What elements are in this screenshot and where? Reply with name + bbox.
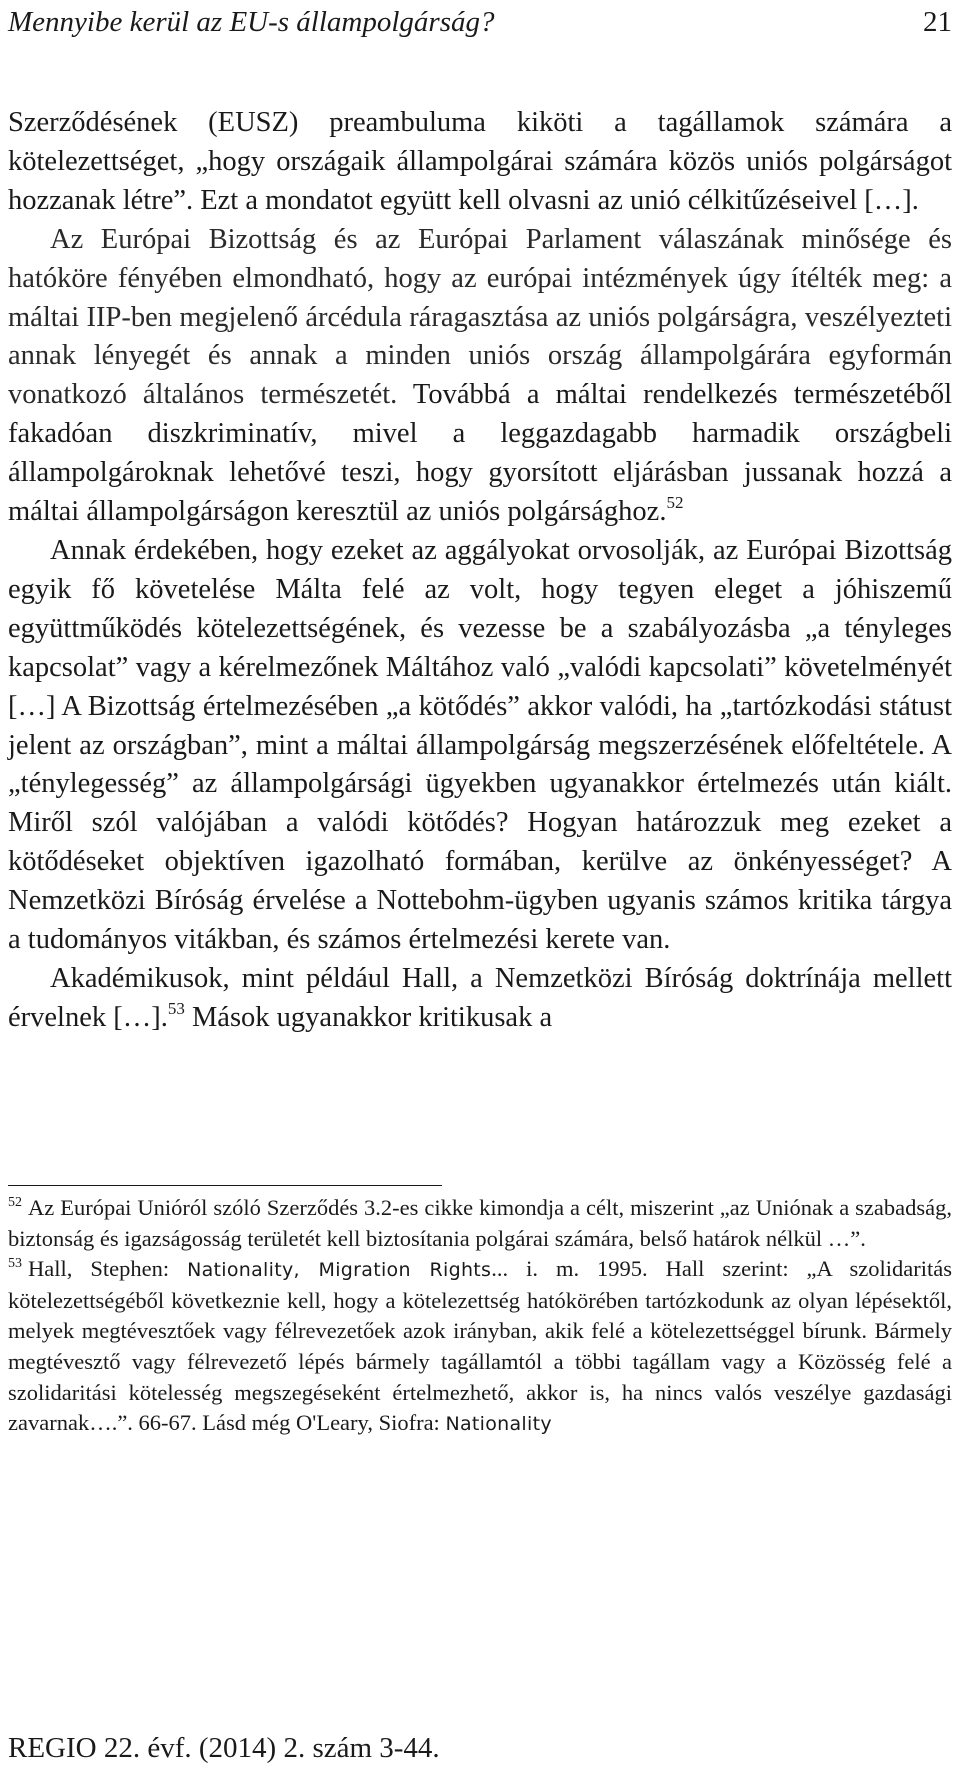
paragraph [8,532,952,960]
paragraph-text: Mások ugyanakkor kritikusak a [184,1001,553,1033]
footnote-53 [8,1254,952,1440]
footnote-ref-52[interactable]: 52 [666,493,684,513]
paragraph [8,960,952,1038]
paragraph-quote [8,221,952,532]
paragraph-continuation [8,104,952,221]
footnote-number: 52 [8,1195,22,1210]
footnotes [8,1193,952,1440]
cited-title: Nationality [445,1413,552,1436]
paragraph-text: Szerződésének (EUSZ) preambuluma kiköti a tagállamok számára a kötelezettséget, „hogy országaik állampolgárai számára közös uniós polgárságot hozzanak létre”. Ezt a mondatot együtt kell olvasni az unió célkitűzéseivel […]. [8,107,952,216]
running-header [8,0,952,44]
paragraph-text: Akadémikusok, mint például Hall, a Nemzetközi Bíróság doktrínája mellett érvelnek […]. [8,962,952,1033]
footnote-text: Az Európai Unióról szóló Szerződés 3.2-es cikke kimondja a célt, miszerint „az Uniónak a szabadság, biztonság és igazságosság területét kell biztosítania polgárai számára, belső határok nélkül …”. [8,1195,952,1251]
footnote-text: Hall, Stephen: [28,1256,188,1282]
footnote-52 [8,1193,952,1254]
footnote-text: ... i. m. 1995. Hall szerint: „A szolidaritás kötelezettségéből következnie kell, hogy a kötelezettség hatókörében tartózkodunk az olyan lépésektől, melyek megtévesztőek vagy félrevezetőek azok irányban, akik felé a kötelezettséggel bírunk. Bármely megtévesztő vagy félrevezető lépés bármely tagállamtól a többi tagállam vagy a Közösség felé a szolidaritási kötelesség megszegéseként értelmezhető, akkor is, ha nincs valós veszélye gazdasági zavarnak….”. 66-67. Lásd még O'Leary, Siofra: [8,1256,953,1436]
body-text [8,104,952,1038]
footnote-separator [8,1185,442,1186]
quoted-passage: Az Európai Bizottság és az Európai Parlament válaszának minősége és hatóköre fényében elmondható, hogy az európai intézmények úgy ítélték meg: a máltai IIP-ben megjelenő árcédula ráragasztása az uniós polgárságra, veszélyezteti annak lényegét és annak a minden uniós ország állampolgárára egyformán vonatkozó általános természetét. [8,223,952,411]
paragraph-text: Annak érdekében, hogy ezeket az aggályokat orvosolják, az Európai Bizottság egyik fő követelése Málta felé az volt, hogy tegyen eleget a jóhiszemű együttműködés kötelezettségének, és vezesse be a szabályozásba „a tényleges kapcsolat” vagy a kérelmezőnek Máltához való „valódi kapcsolati” követelményét […] A Bizottság értelmezésében „a kötődés” akkor valódi, ha „tartózkodási státust jelent az országban”, mint a máltai állampolgárság megszerzésének előfeltétele. A „ténylegesség” az állampolgársági ügyekben ugyanakkor értelmezés után kiált. Miről szól valójában a valódi kötődés? Hogyan határozzuk meg ezeket a kötődéseket objektíven igazolható formában, kerülve az önkényességet? A Nemzetközi Bíróság érvelése a Nottebohm-ügyben ugyanis számos kritika tárgya a tudományos vitákban, és számos értelmezési kerete van. [8,534,952,956]
footnote-ref-53[interactable]: 53 [167,998,185,1018]
running-title: Mennyibe kerül az EU-s állampolgárság? [8,6,495,38]
page-number: 21 [923,6,952,38]
paragraph-text: Továbbá a máltai rendelkezés természetéből fakadóan diszkriminatív, mivel a leggazdagabb harmadik országbeli állampolgároknak lehetővé teszi, hogy gyorsított eljárásban jussanak hozzá a máltai állampolgárságon keresztül az uniós polgársághoz. [8,379,953,528]
journal-footer: REGIO 22. évf. (2014) 2. szám 3-44. [8,1732,440,1764]
cited-title: Nationality, Migration Rights [187,1259,492,1282]
footnote-number: 53 [8,1256,22,1272]
